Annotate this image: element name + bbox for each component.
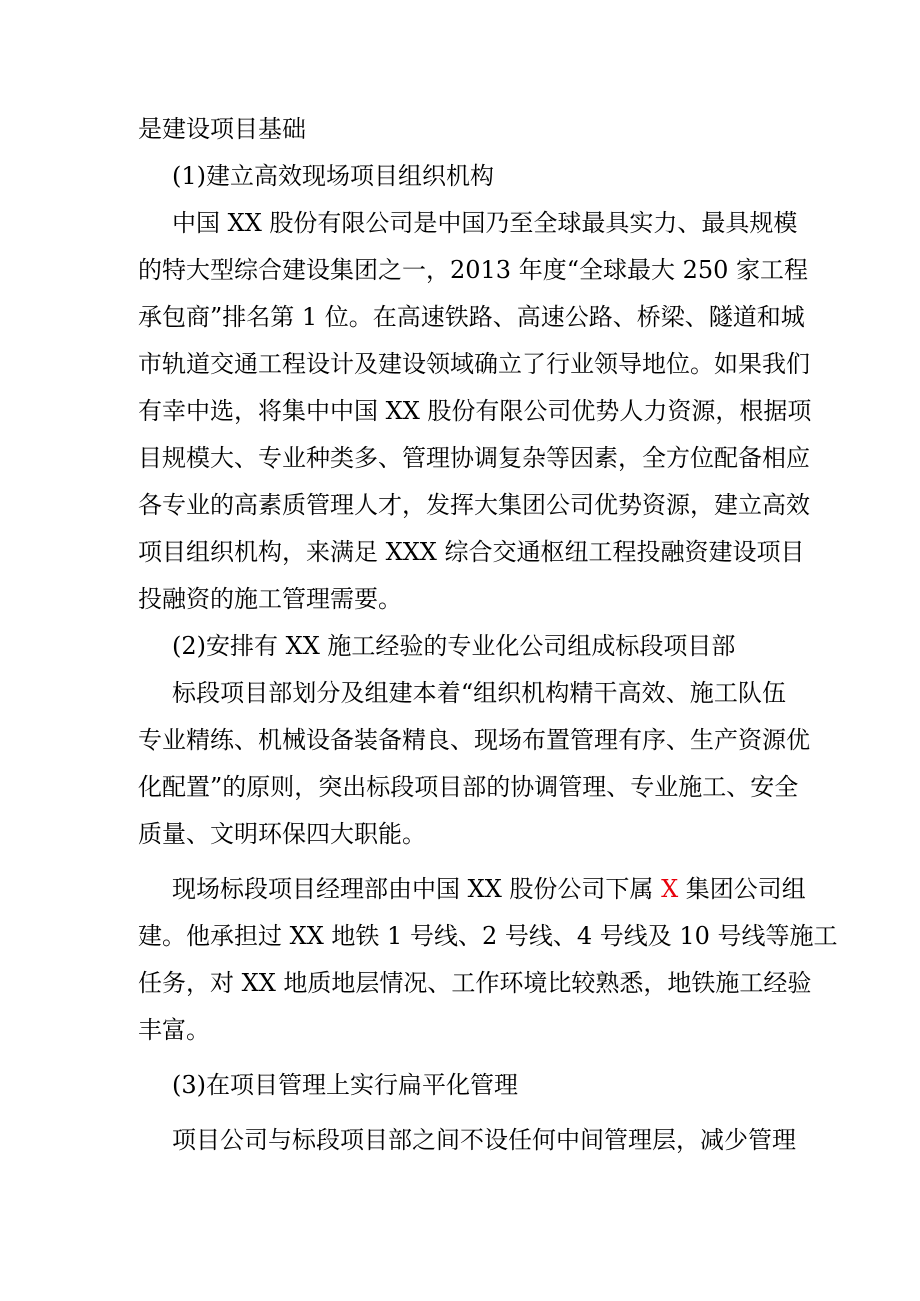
text-line: 化配置”的原则，突出标段项目部的协调管理、专业施工、安全 xyxy=(138,773,799,801)
paragraph-2 xyxy=(138,670,810,858)
document-page xyxy=(138,106,838,1164)
text-line: 的特大型综合建设集团之一，2013 年度“全球最大 250 家工程 xyxy=(138,256,809,284)
section-heading-3: (3)在项目管理上实行扁平化管理 xyxy=(172,1071,518,1099)
text-line: 丰富。 xyxy=(138,1016,210,1044)
paragraph-gap xyxy=(138,858,786,866)
text-line: 有幸中选，将集中中国 XX 股份有限公司优势人力资源，根据项 xyxy=(138,397,812,425)
text-line: 投融资的施工管理需要。 xyxy=(138,585,402,613)
paragraph-continuation: 是建设项目基础 xyxy=(138,115,306,143)
text-line: 各专业的高素质管理人才，发挥大集团公司优势资源，建立高效 xyxy=(138,491,810,519)
paragraph-4 xyxy=(138,1117,796,1164)
paragraph-gap xyxy=(138,1109,786,1117)
text-run: 集团公司组 xyxy=(678,875,806,903)
text-line: 中国 XX 股份有限公司是中国乃至全球最具实力、最具规模 xyxy=(172,209,798,237)
text-line: 市轨道交通工程设计及建设领域确立了行业领导地位。如果我们 xyxy=(138,350,810,378)
paragraph-3 xyxy=(138,866,838,1054)
paragraph-1 xyxy=(138,200,812,623)
section-heading-1: (1)建立高效现场项目组织机构 xyxy=(172,162,494,190)
paragraph-gap xyxy=(138,1054,786,1062)
highlighted-text: X xyxy=(661,875,679,903)
text-line: 质量、文明环保四大职能。 xyxy=(138,820,426,848)
text-line: 项目公司与标段项目部之间不设任何中间管理层，减少管理 xyxy=(172,1126,796,1154)
text-line: 承包商”排名第 1 位。在高速铁路、高速公路、桥梁、隧道和城 xyxy=(138,303,805,331)
text-line: 任务，对 XX 地质地层情况、工作环境比较熟悉，地铁施工经验 xyxy=(138,969,812,997)
text-line: 标段项目部划分及组建本着“组织机构精干高效、施工队伍 xyxy=(172,679,786,707)
text-run: 现场标段项目经理部由中国 XX 股份公司下属 xyxy=(172,875,662,903)
section-heading-2: (2)安排有 XX 施工经验的专业化公司组成标段项目部 xyxy=(172,632,736,660)
text-line: 建。他承担过 XX 地铁 1 号线、2 号线、4 号线及 10 号线等施工 xyxy=(138,922,838,950)
text-line xyxy=(138,866,806,913)
text-line: 项目组织机构，来满足 XXX 综合交通枢纽工程投融资建设项目 xyxy=(138,538,805,566)
text-line: 目规模大、专业种类多、管理协调复杂等因素，全方位配备相应 xyxy=(138,444,810,472)
text-line: 专业精练、机械设备装备精良、现场布置管理有序、生产资源优 xyxy=(138,726,810,754)
